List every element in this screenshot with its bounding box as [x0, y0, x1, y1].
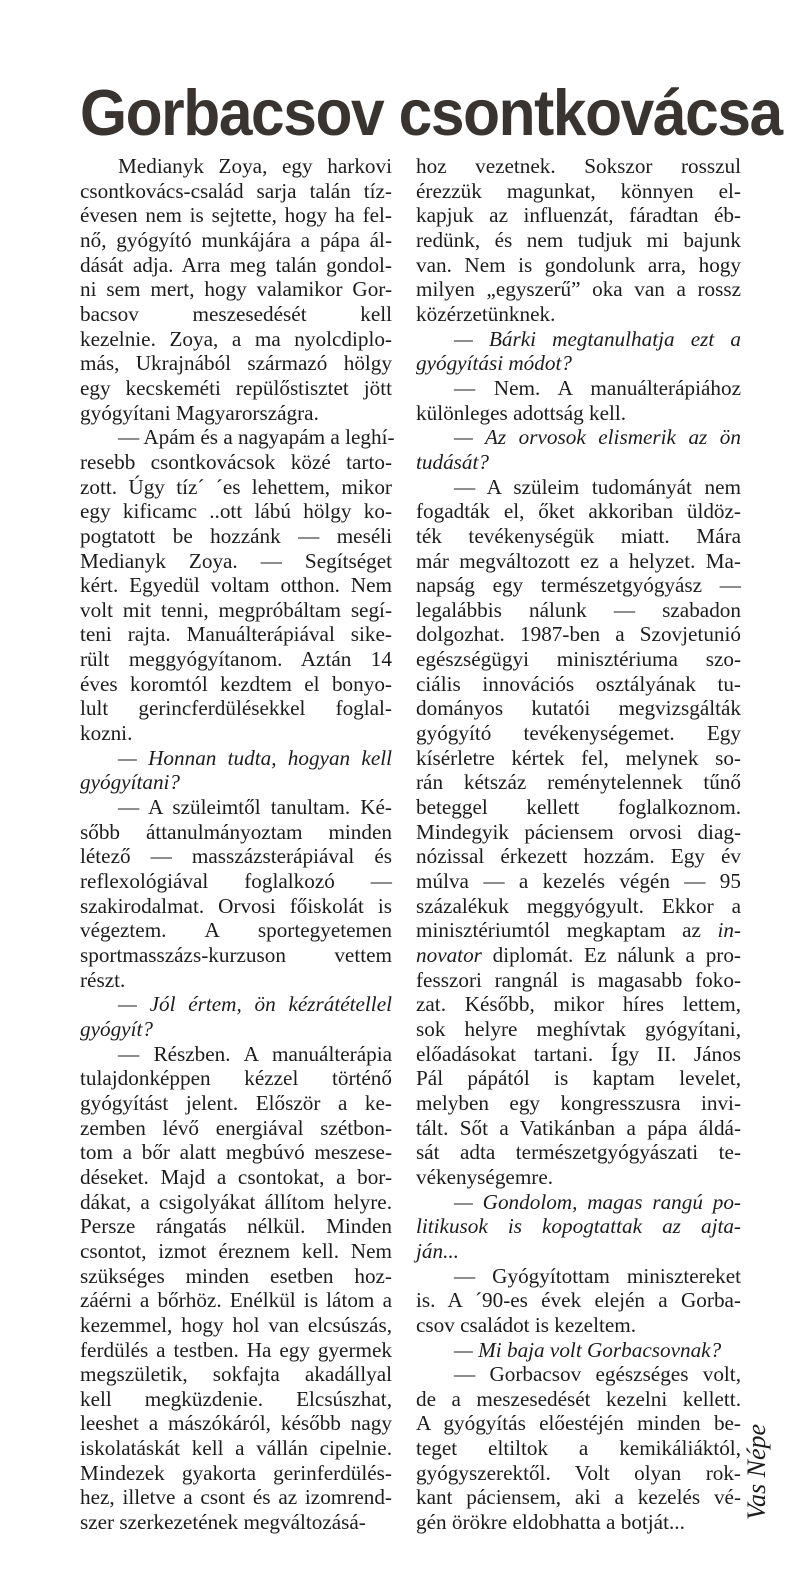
text-line: — A szüleimtől tanultam. Ké-	[118, 795, 392, 820]
text-line: előadásokat tartani. Így II. János	[416, 1041, 741, 1066]
text-line: Medianyk Zoya, egy harkovi	[118, 154, 392, 178]
paragraph	[416, 154, 741, 327]
text-line: fesszori rangnál is magasabb foko-	[416, 967, 741, 992]
text-line: ték tevékenységük miatt. Mára	[416, 523, 741, 548]
interview-question	[416, 425, 741, 474]
paragraph	[416, 1264, 741, 1338]
text-line: zemben lévő energiával szétbon-	[80, 1115, 392, 1140]
text-line: éves koromtól kezdtem el bonyo-	[80, 671, 392, 696]
text-line: milyen „egyszerű” oka van a rossz	[416, 277, 741, 302]
text-line: redünk, és nem tudjuk mi bajunk	[416, 227, 741, 252]
article-column-left	[80, 154, 395, 1535]
article-title: Gorbacsov csontkovácsa	[80, 76, 782, 149]
text-line: kért. Egyedül voltam otthon. Nem	[80, 573, 392, 598]
text-line: különleges adottság kell.	[416, 400, 627, 425]
text-line: már megváltozott ez a helyzet. Ma-	[416, 548, 741, 573]
text-line: bacsov meszesedését kell	[80, 301, 392, 326]
text-line: tált. Sőt a Vatikánban a pápa áldá-	[416, 1115, 741, 1140]
text-line: közérzetünknek.	[416, 301, 556, 326]
text-line: gyógyítást jelent. Először a ke-	[80, 1090, 392, 1115]
text-line: egy kificamc ..ott lábú hölgy ko-	[80, 499, 392, 524]
text-line: ni sem mert, hogy valamikor Gor-	[80, 277, 392, 302]
interview-question	[80, 992, 392, 1041]
text-line: tulajdonképpen kézzel történő	[80, 1066, 392, 1091]
text-line: — Az orvosok elismerik az ön	[454, 425, 741, 450]
text-line: novator diplomát. Ez nálunk a pro-	[416, 943, 741, 967]
text-line: kant páciensem, aki a kezelés vé-	[416, 1485, 741, 1510]
paragraph	[80, 1042, 392, 1535]
text-line: ciális innovációs osztályának tu-	[416, 671, 741, 696]
interview-question	[416, 327, 741, 376]
text-line: teni rajta. Manuálterápiával sike-	[80, 622, 392, 647]
text-line: sát adta természetgyógyászati te-	[416, 1140, 741, 1165]
text-line: melyben egy kongresszusra invi-	[416, 1090, 741, 1115]
text-line: megszületik, sokfajta akadállyal	[80, 1362, 392, 1387]
paragraph	[80, 154, 392, 425]
text-line: dolgozhat. 1987-ben a Szovjetunió	[416, 622, 741, 647]
text-line: — Honnan tudta, hogyan kell	[118, 745, 392, 770]
interview-question	[80, 746, 392, 795]
text-line: Mindezek gyakorta gerinferdülés-	[80, 1460, 392, 1485]
text-line: napság egy természetgyógyász —	[416, 573, 741, 598]
paragraph	[80, 425, 395, 746]
text-line: más, Ukrajnából származó hölgy	[80, 351, 392, 376]
text-line: zott. Úgy tíz´ ´es lehettem, mikor	[80, 474, 392, 499]
text-line: százalékuk meggyógyult. Ekkor a	[416, 893, 741, 918]
text-line: — Jól értem, ön kézrátétellel	[118, 992, 392, 1017]
text-line: részt.	[80, 967, 126, 992]
text-line: legalábbis nálunk — szabadon	[416, 597, 741, 622]
text-line: hez, illetve a csont és az izomrend-	[80, 1485, 392, 1510]
text-line: Mindegyik páciensem orvosi diag-	[416, 819, 741, 844]
text-line: gyógyítani?	[80, 770, 181, 795]
interview-question	[416, 1338, 741, 1363]
text-line: iskolatáskát kell a vállán cipelnie.	[80, 1436, 392, 1461]
text-line: lult gerincferdülésekkel foglal-	[80, 696, 392, 721]
text-line: szakirodalmat. Orvosi főiskolát is	[80, 893, 392, 918]
text-line: szükséges minden esetben hoz-	[80, 1263, 392, 1288]
text-line: — Gondolom, magas rangú po-	[454, 1189, 741, 1214]
text-line: reflexológiával foglalkozó —	[80, 869, 392, 894]
text-line: — Apám és a nagyapám a leghí-	[118, 425, 395, 450]
text-line: vékenységemre.	[416, 1164, 554, 1189]
text-line: — Részben. A manuálterápia	[118, 1041, 392, 1066]
text-line: érezzük magunkat, könnyen el-	[416, 178, 741, 203]
text-line: kell megküzdenie. Elcsúszhat,	[80, 1386, 392, 1411]
paragraph	[416, 475, 741, 1190]
text-line: zat. Később, mikor híres lettem,	[416, 992, 741, 1017]
text-line: végeztem. A sportegyetemen	[80, 918, 392, 943]
text-line: resebb csontkovácsok közé tarto-	[80, 449, 392, 474]
text-line: — A szüleim tudományát nem	[454, 474, 741, 499]
text-line: gyógyít?	[80, 1016, 153, 1041]
text-line: gyógyítási módot?	[416, 351, 572, 376]
text-line: dákat, a csigolyákat állítom helyre.	[80, 1189, 392, 1214]
text-line: évesen nem is sejtette, hogy ha fel-	[80, 203, 392, 228]
text-line: A gyógyítás előestéjén minden be-	[416, 1411, 741, 1436]
text-line: kozni.	[80, 721, 133, 746]
text-line: Pál pápától is kaptam levelet,	[416, 1066, 741, 1091]
text-line: sok helyre meghívtak gyógyítani,	[416, 1016, 741, 1041]
text-line: litikusok is kopogtattak az ajta-	[416, 1214, 741, 1239]
text-line: nő, gyógyító munkájára a pápa ál-	[80, 227, 392, 252]
text-line: gyógyító tevékenységemet. Egy	[416, 721, 741, 746]
paragraph	[416, 1362, 741, 1535]
text-line: sőbb áttanulmányoztam minden	[80, 819, 392, 844]
text-line: de a meszesedését kezelni kellett.	[416, 1386, 741, 1411]
text-line: tudását?	[416, 449, 489, 474]
text-line: csontot, izmot éreznem kell. Nem	[80, 1238, 392, 1263]
text-line: rült meggyógyítanom. Aztán 14	[80, 647, 392, 672]
text-line: dását adja. Arra meg talán gondol-	[80, 252, 392, 277]
text-line: csontkovács-család sarja talán tíz-	[80, 178, 392, 203]
text-line: leeshet a mászókáról, később nagy	[80, 1411, 392, 1436]
text-line: kezemmel, hogy hol van elcsúszás,	[80, 1312, 392, 1337]
text-line: kapjuk az influenzát, fáradtan éb-	[416, 203, 741, 228]
text-line: is. A ´90-es évek elején a Gorba-	[416, 1288, 741, 1313]
text-line: — Nem. A manuálterápiához	[454, 375, 741, 400]
text-line: Medianyk Zoya. — Segítséget	[80, 548, 392, 573]
interview-question	[416, 1190, 741, 1264]
text-line: ján...	[416, 1238, 459, 1263]
text-line: múlva — a kezelés végén — 95	[416, 869, 741, 894]
text-line: egészségügyi minisztériuma szo-	[416, 647, 741, 672]
text-line: gyógyszerektől. Volt olyan rok-	[416, 1460, 741, 1485]
text-line: Persze rángatás nélkül. Minden	[80, 1214, 392, 1239]
text-line: szer szerkezetének megváltozásá-	[80, 1510, 366, 1535]
text-line: — Gyógyítottam minisztereket	[454, 1263, 741, 1288]
text-line: gén örökre eldobhatta a botját...	[416, 1510, 685, 1535]
text-line: kísérletre kértek fel, melynek so-	[416, 745, 741, 770]
text-line: volt mit tenni, megpróbáltam segí-	[80, 597, 392, 622]
text-line: — Mi baja volt Gorbacsovnak?	[454, 1337, 722, 1362]
text-line: déseket. Majd a csontokat, a bor-	[80, 1164, 392, 1189]
text-line: — Bárki megtanulhatja ezt a	[454, 326, 741, 351]
text-line: hoz vezetnek. Sokszor rosszul	[416, 154, 741, 178]
text-line: ferdülés a testben. Ha egy gyermek	[80, 1337, 392, 1362]
text-line: nózissal érkezett hozzám. Egy év	[416, 844, 741, 869]
text-line: van. Nem is gondolunk arra, hogy	[416, 252, 741, 277]
source-credit: Vas Népe	[742, 1423, 771, 1520]
text-line: minisztériumtól megkaptam az in-	[416, 918, 741, 943]
text-line: egy kecskeméti repülőstisztet jött	[80, 375, 392, 400]
text-line: záérni a bőrhöz. Enélkül is látom a	[80, 1288, 392, 1313]
text-line: rán kétszáz reménytelennek tűnő	[416, 770, 741, 795]
text-line: dományos kutatói megvizsgálták	[416, 696, 741, 721]
text-line: fogadták el, őket akkoriban üldöz-	[416, 499, 741, 524]
text-line: beteggel kellett foglalkoznom.	[416, 795, 741, 820]
text-line: gyógyítani Magyarországra.	[80, 400, 319, 425]
text-line: kezelnie. Zoya, a ma nyolcdiplo-	[80, 326, 392, 351]
article-column-right	[416, 154, 741, 1535]
text-line: pogtatott be hozzánk — meséli	[80, 523, 392, 548]
text-line: teget eltiltok a kemikáliáktól,	[416, 1436, 741, 1461]
text-line: — Gorbacsov egészséges volt,	[454, 1362, 741, 1387]
paragraph	[416, 376, 741, 425]
text-line: létező — masszázsterápiával és	[80, 844, 392, 869]
paragraph	[80, 795, 392, 992]
text-line: csov családot is kezeltem.	[416, 1312, 637, 1337]
text-line: tom a bőr alatt megbúvó meszese-	[80, 1140, 392, 1165]
text-line: sportmasszázs-kurzuson vettem	[80, 943, 392, 967]
